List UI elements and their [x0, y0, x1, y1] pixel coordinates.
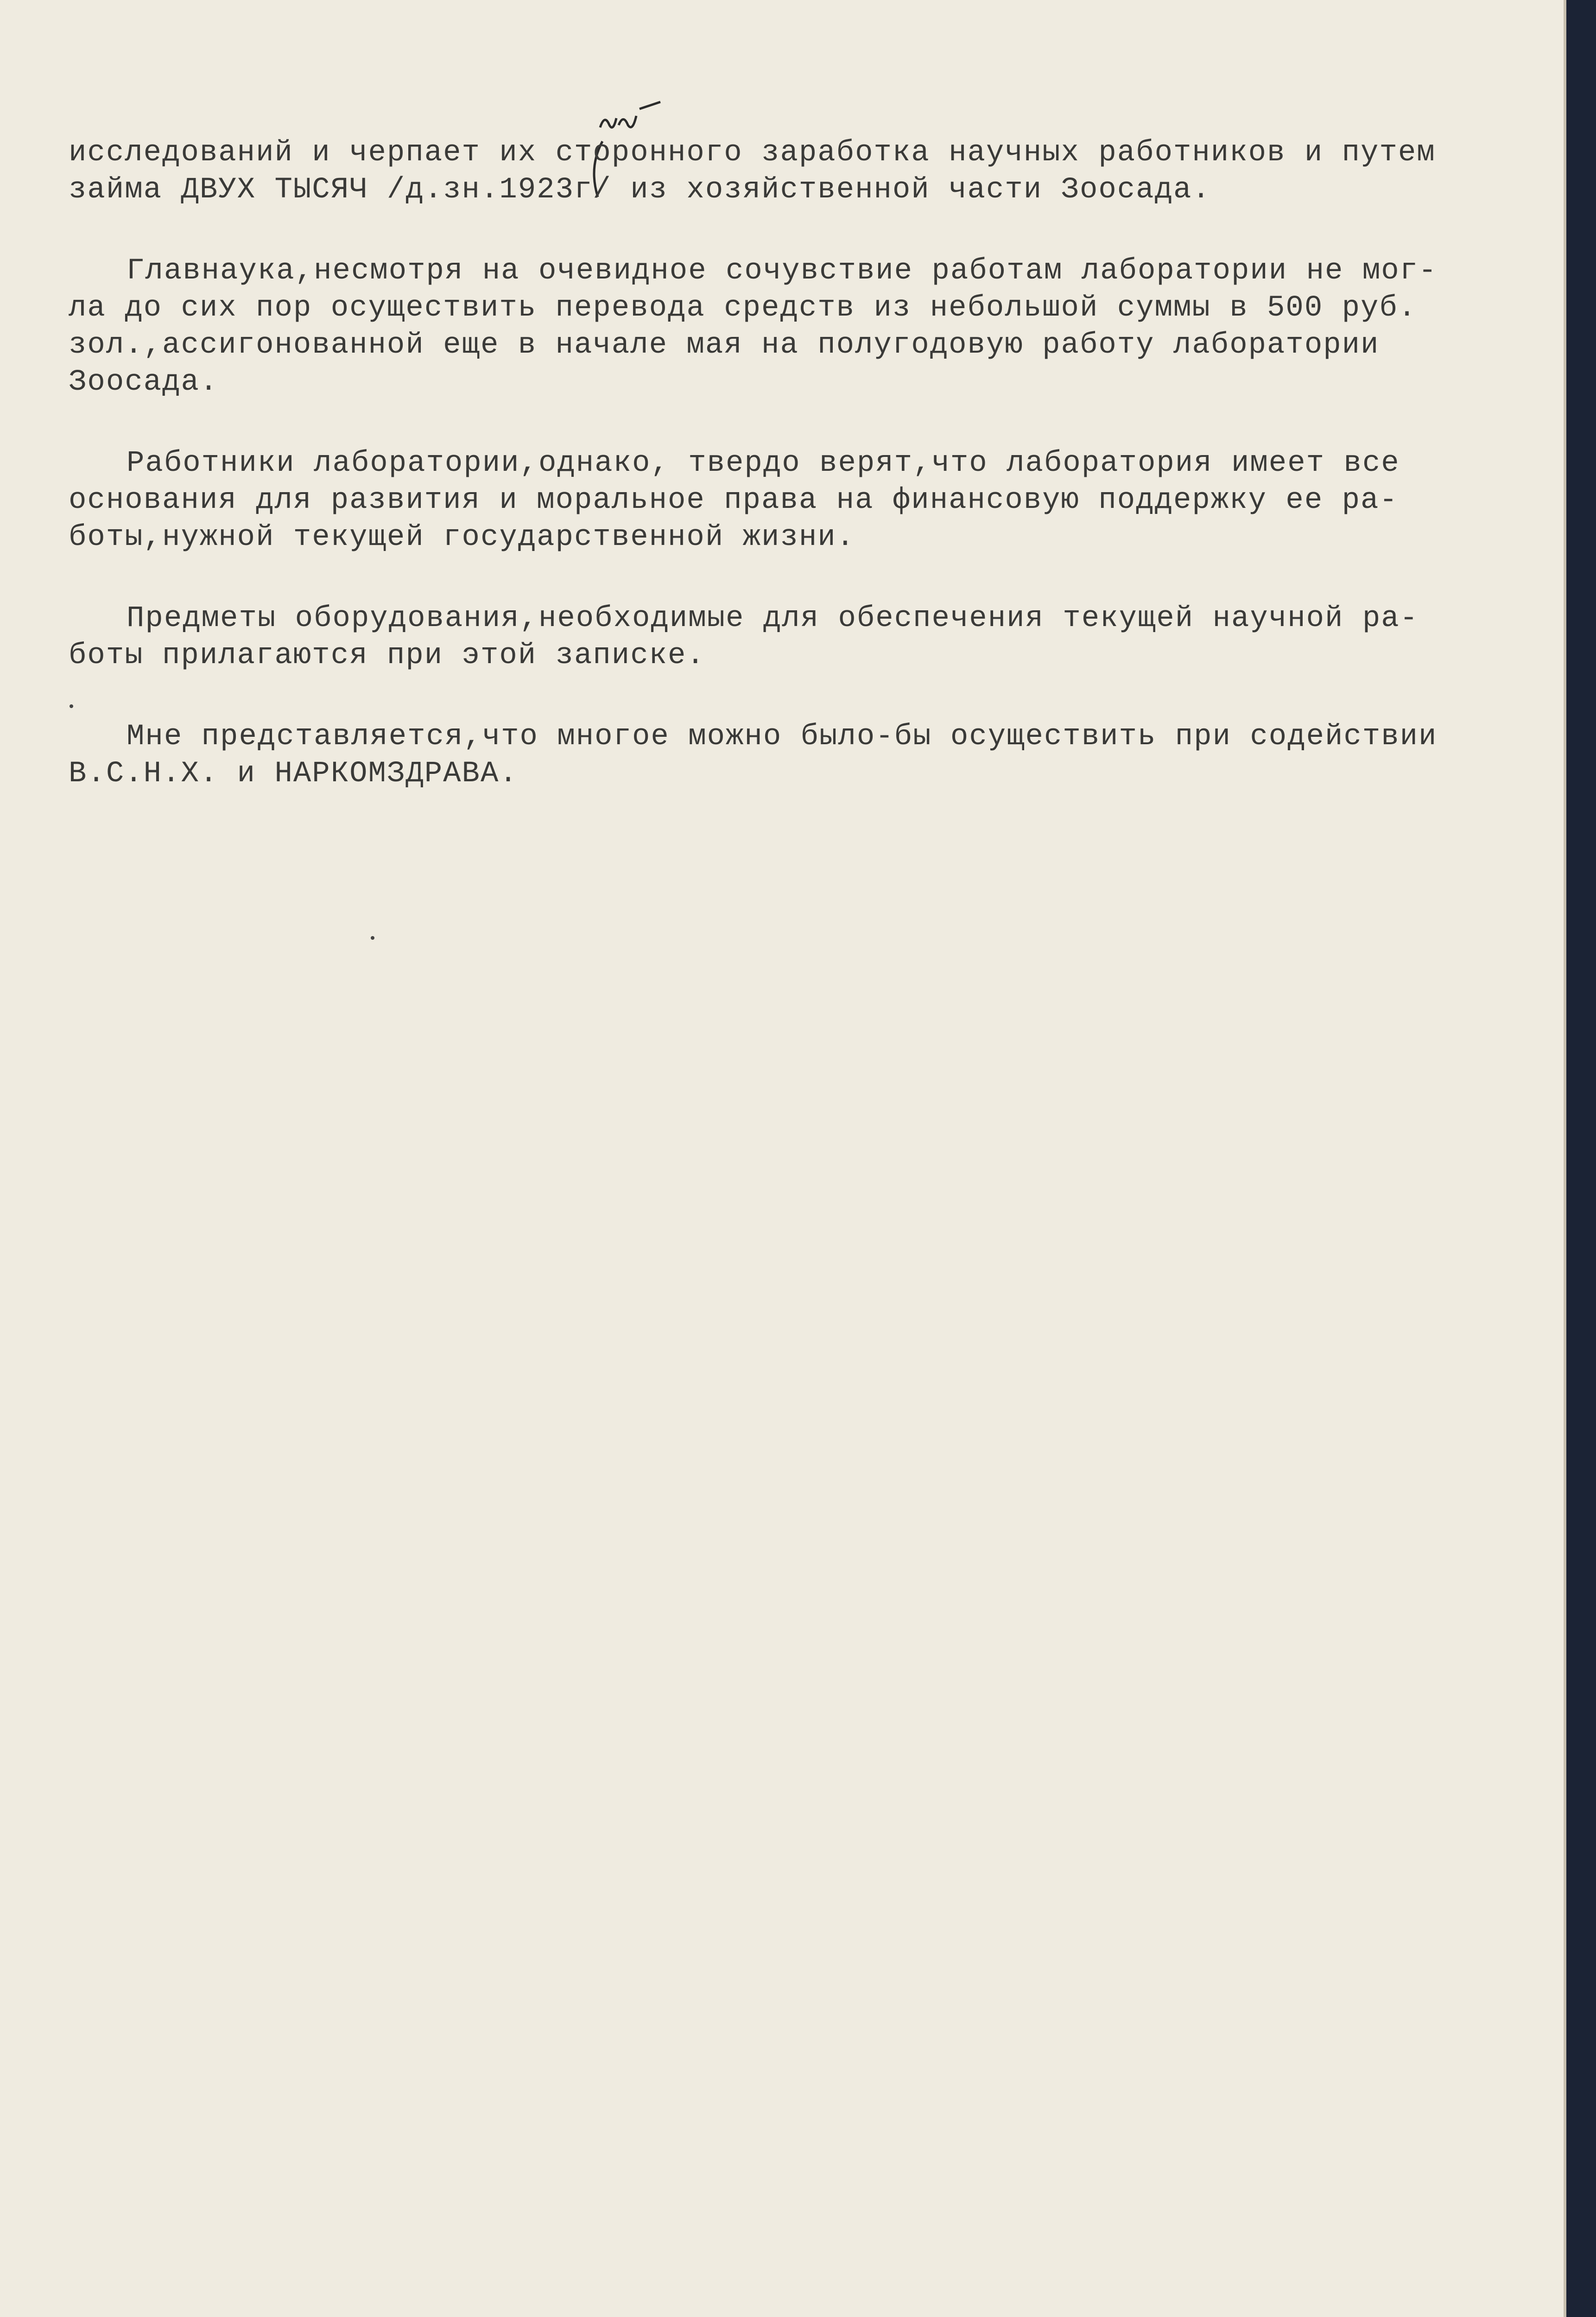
text-line: основания для развития и моральное права на финансовую поддержку ее ра- [69, 484, 1398, 517]
typed-text [69, 134, 1561, 792]
scan-border-right [1566, 0, 1596, 2317]
text-line: ла до сих пор осуществить перевода средств из небольшой суммы в 500 руб. [69, 291, 1417, 325]
text-line: В.С.Н.Х. и НАРКОМЗДРАВА. [69, 757, 518, 791]
text-line: Предметы оборудования,необходимые для обеспечения текущей научной ра- [127, 602, 1419, 635]
text-line: Мне представляется,что многое можно было-бы осуществить при содействии [127, 720, 1438, 753]
text-line: займа ДВУХ ТЫСЯЧ /д.зн.1923г/ из хозяйственной части Зоосада. [69, 173, 1211, 207]
text-line: зол.,ассигонованной еще в начале мая на полугодовую работу лаборатории [69, 329, 1380, 362]
text-line: Главнаука,несмотря на очевидное сочувствие работам лаборатории не мог- [127, 254, 1438, 288]
paper-speck [70, 704, 73, 708]
paper-speck [371, 936, 374, 940]
text-line: Зоосада. [69, 366, 219, 399]
text-line: боты прилагаются при этой записке. [69, 639, 705, 672]
text-line: исследований и черпает их сторонного заработка научных работников и путем [69, 136, 1436, 170]
text-line: Работники лаборатории,однако, твердо верят,что лаборатория имеет все [127, 447, 1400, 480]
text-line: боты,нужной текущей государственной жизни. [69, 521, 855, 554]
